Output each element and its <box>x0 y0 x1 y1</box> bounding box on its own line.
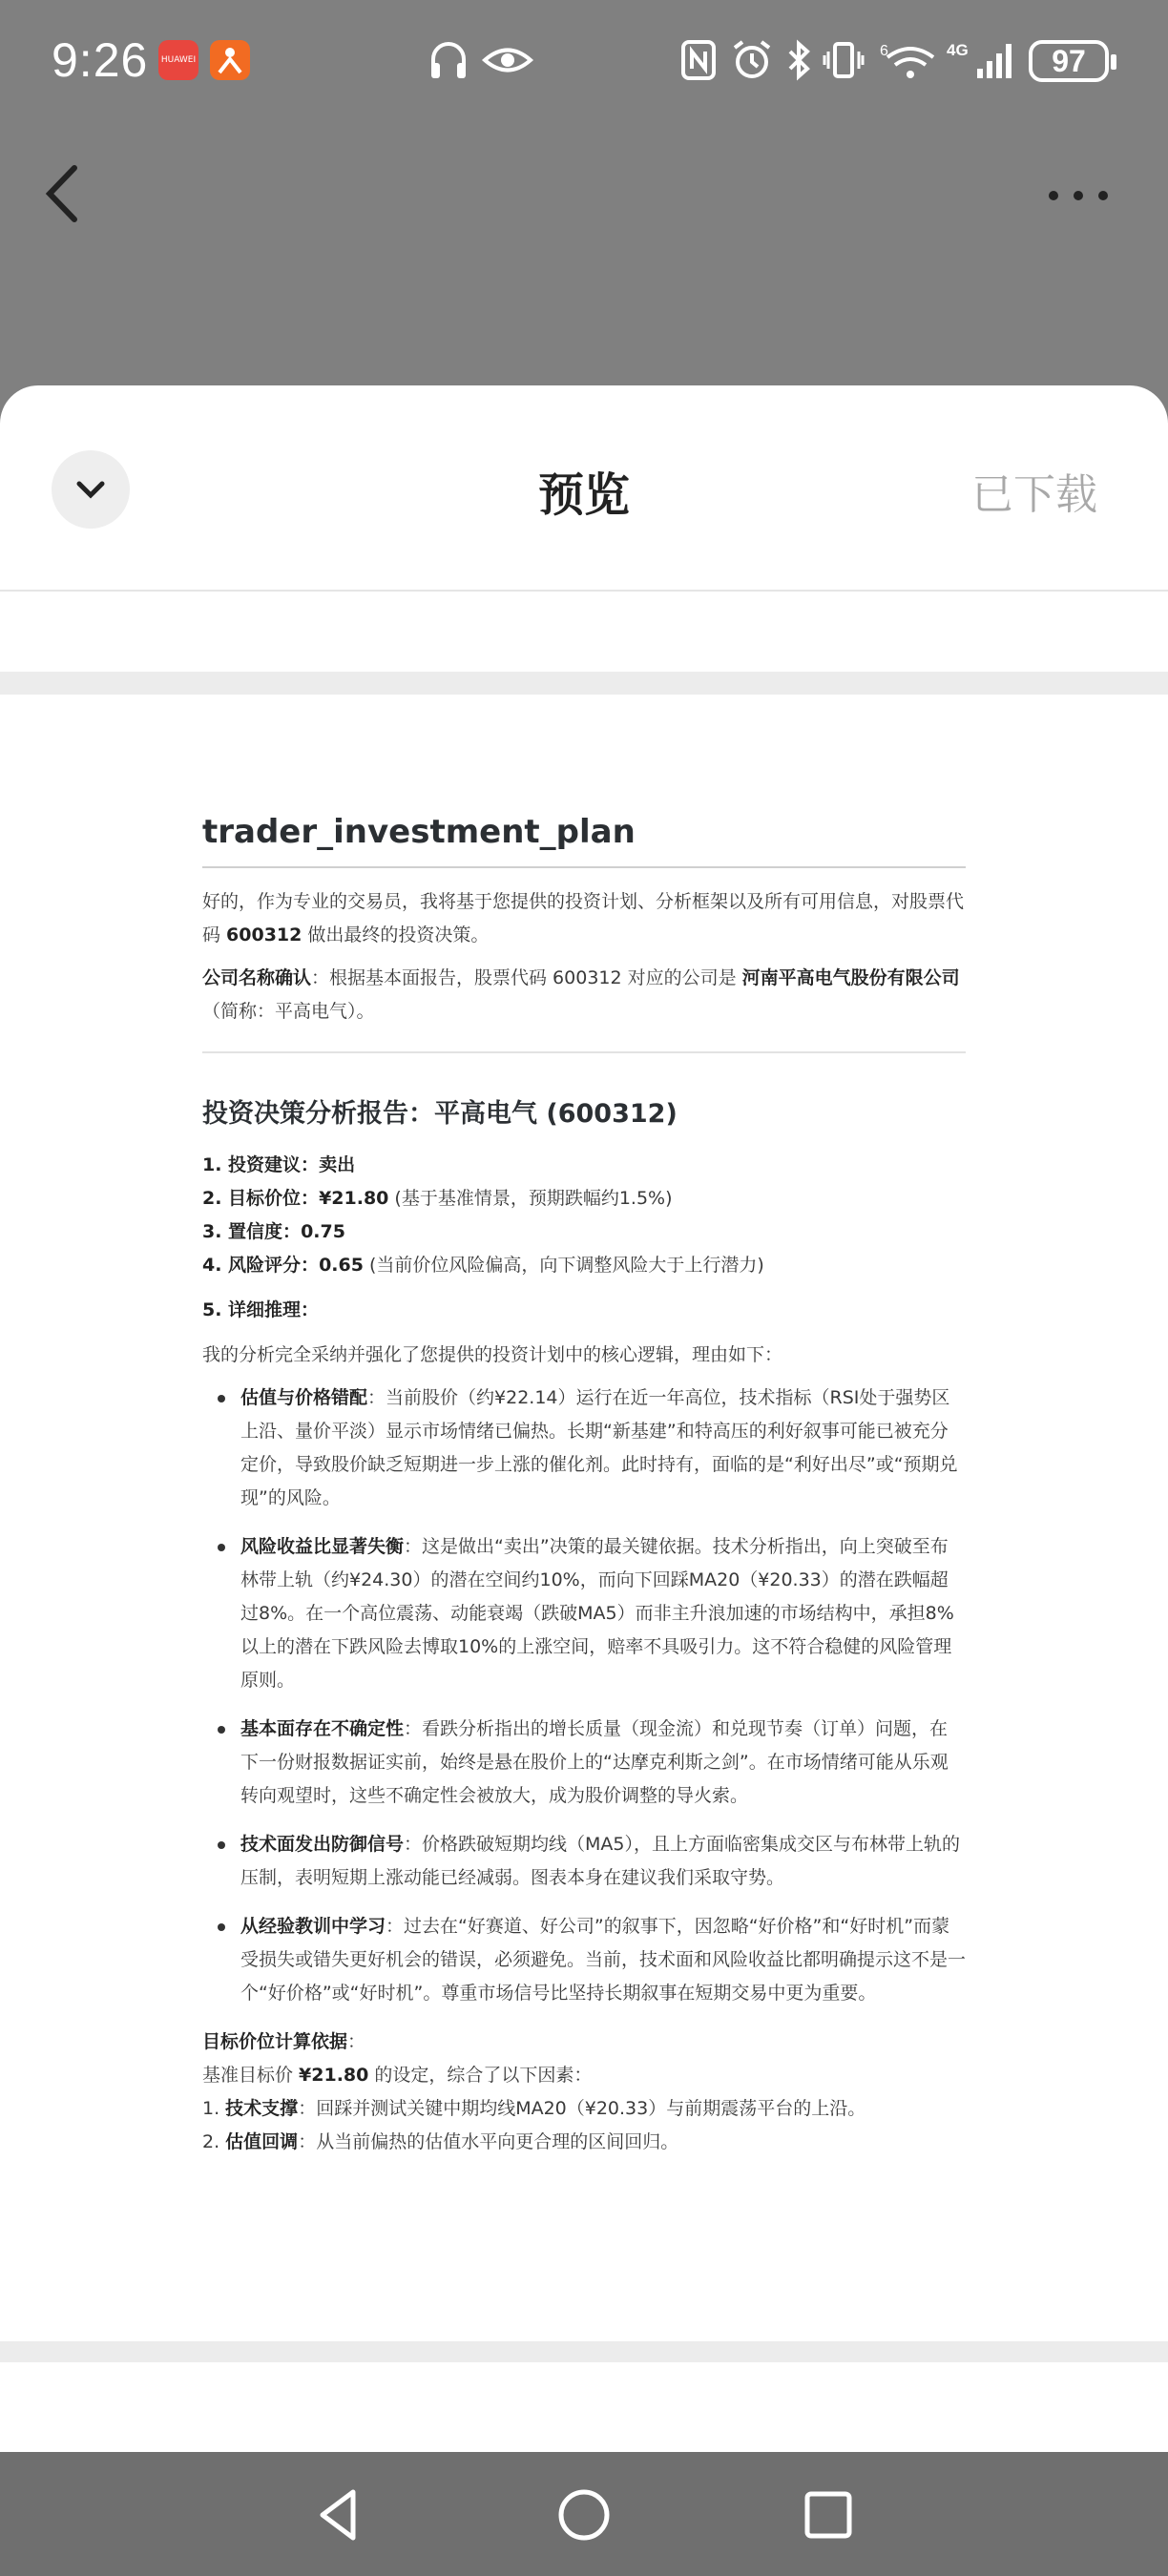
sheet-header <box>0 385 1168 592</box>
report-title: 投资决策分析报告：平高电气 (600312) <box>202 1099 678 1129</box>
intro-paragraph: 好的，作为专业的交易员，我将基于您提供的投资计划、分析框架以及所有可用信息，对股票代码 600312 做出最终的投资决策。 <box>202 891 965 945</box>
huawei-store-icon <box>158 40 198 80</box>
basis-item: 2. 估值回调：从当前偏热的估值水平向更合理的区间回归。 <box>202 2131 679 2152</box>
status-time: 9:26 <box>52 33 149 87</box>
decision-item: 2. 目标价位：¥21.80 (基于基准情景，预期跌幅约1.5%) <box>202 1188 673 1209</box>
nav-back-icon[interactable] <box>309 2484 370 2545</box>
reasoning-list <box>202 1381 966 2010</box>
list-item: 风险收益比显著失衡：这是做出“卖出”决策的最关键依据。技术分析指出，向上突破至布林带上轨（约¥24.30）的潜在空间约10%，而向下回踩MA20（¥20.33）的潜在跌幅超过8%。在一个高位震荡、动能衰竭（跌破MA5）而非主升浪加速的市场结构中，承担8%以上的潜在下跌风险去博取10%的上涨空间，赔率不具吸引力。这不符合稳健的风险管理原则。 <box>240 1530 966 1697</box>
bluetooth-icon <box>784 38 813 82</box>
basis-item: 1. 技术支撑：回踩并测试关键中期均线MA20（¥20.33）与前期震荡平台的上沿。 <box>202 2098 866 2119</box>
document-page <box>0 695 1168 2341</box>
signal-4g-icon <box>945 38 1017 82</box>
ticket-app-icon <box>210 40 250 80</box>
decision-item: 4. 风险评分：0.65 (当前价位风险偏高，向下调整风险大于上行潜力) <box>202 1255 764 1276</box>
status-bar <box>0 0 1168 124</box>
wifi-6-icon <box>876 38 939 82</box>
svg-text:4G: 4G <box>947 41 969 59</box>
list-item: 估值与价格错配：当前股价（约¥22.14）运行在近一年高位，技术指标（RSI处于强势区上沿、量价平淡）显示市场情绪已偏热。长期“新基建”和特高压的利好叙事可能已被充分定价，导致股价缺乏短期进一步上涨的催化剂。此时持有，面临的是“利好出尽”或“预期兑现”的风险。 <box>240 1381 966 1515</box>
nav-home-icon[interactable] <box>553 2484 615 2545</box>
downloaded-status: 已下载 <box>971 470 1097 519</box>
nfc-icon <box>679 38 718 82</box>
huawei-label: HUAWEI <box>160 55 197 65</box>
decision-item: 3. 置信度：0.75 <box>202 1221 345 1242</box>
company-paragraph: 公司名称确认：根据基本面报告，股票代码 600312 对应的公司是 河南平高电气股份有限公司（简称：平高电气）。 <box>202 967 960 1022</box>
list-item: 基本面存在不确定性：看跌分析指出的增长质量（现金流）和兑现节奏（订单）问题，在下一份财报数据证实前，始终是悬在股价上的“达摩克利斯之剑”。在市场情绪可能从乐观转向观望时，这些不确定性会被放大，成为股价调整的导火索。 <box>240 1713 966 1813</box>
eye-icon <box>481 38 534 82</box>
alarm-icon <box>731 38 773 82</box>
page-separator <box>0 672 1168 695</box>
document-content <box>202 807 966 2159</box>
back-icon[interactable] <box>40 160 88 227</box>
list-item: 技术面发出防御信号：价格跌破短期均线（MA5），且上方面临密集成交区与布林带上轨的压制，表明短期上涨动能已经减弱。图表本身在建议我们采取守势。 <box>240 1828 966 1895</box>
svg-text:6: 6 <box>880 43 888 59</box>
battery-indicator: 97 <box>1029 40 1109 82</box>
vibrate-icon <box>823 38 865 82</box>
nav-recents-icon[interactable] <box>798 2484 859 2545</box>
more-options-icon[interactable] <box>1040 174 1116 218</box>
page-separator <box>0 2341 1168 2362</box>
divider <box>202 1051 966 1053</box>
list-item: 从经验教训中学习：过去在“好赛道、好公司”的叙事下，因忽略“好价格”和“好时机”而蒙受损失或错失更好机会的错误，必须避免。当前，技术面和风险收益比都明确提示这不是一个“好价格”或“好时机”。尊重市场信号比坚持长期叙事在短期交易中更为重要。 <box>240 1910 966 2010</box>
system-nav-bar <box>0 2452 1168 2576</box>
stock-code: 600312 <box>226 924 302 945</box>
basis-heading: 目标价位计算依据： <box>202 2031 366 2052</box>
basis-intro: 基准目标价 ¥21.80 的设定，综合了以下因素： <box>202 2065 593 2086</box>
doc-title: trader_investment_plan <box>202 807 966 868</box>
sheet-title: 预览 <box>537 468 630 522</box>
detail-intro: 我的分析完全采纳并强化了您提供的投资计划中的核心逻辑，理由如下： <box>202 1344 783 1365</box>
company-name: 河南平高电气股份有限公司 <box>741 967 960 988</box>
detail-heading: 5. 详细推理： <box>202 1299 320 1320</box>
preview-sheet <box>0 385 1168 2452</box>
headphones-icon <box>428 38 469 82</box>
decision-item: 1. 投资建议：卖出 <box>202 1154 356 1175</box>
